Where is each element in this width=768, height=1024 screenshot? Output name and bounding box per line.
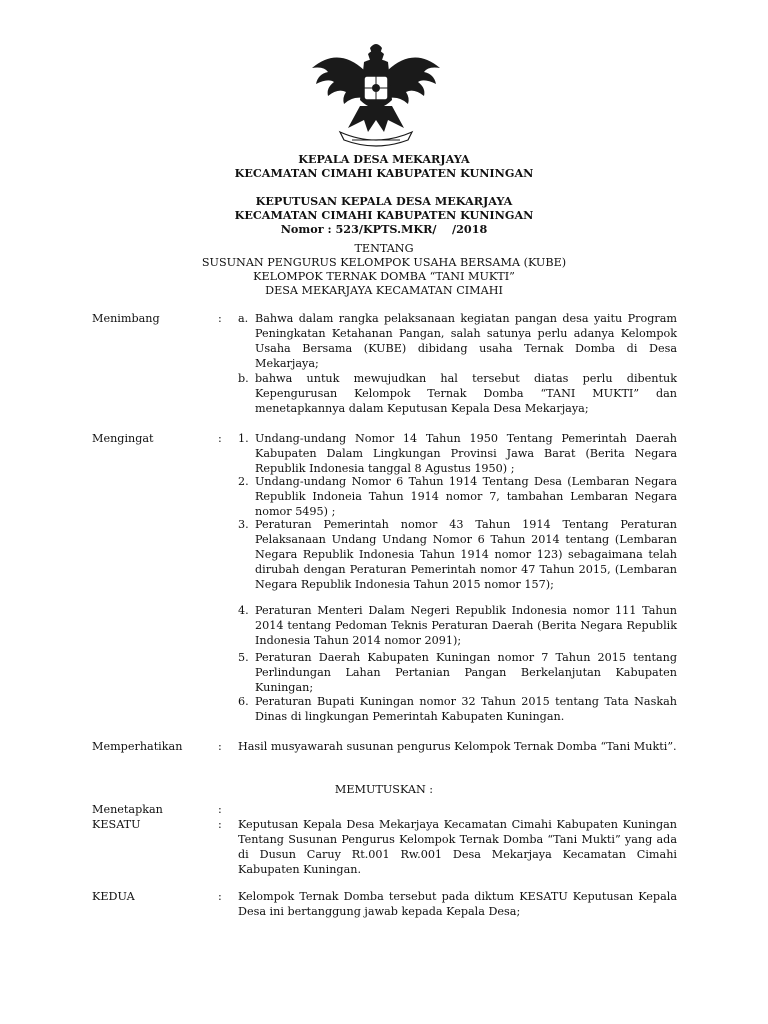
mengingat-item-text: Undang-undang Nomor 14 Tahun 1950 Tentang Pemerintah Daerah Kabupaten Dalam Lingkungan Provinsi Jawa Barat (Berita Negara Republik Indonesia tanggal 8 Agustus 1950) ; <box>255 432 677 475</box>
item-label: 4. <box>238 604 249 617</box>
decree-subtitle: KECAMATAN CIMAHI KABUPATEN KUNINGAN <box>234 208 534 222</box>
menimbang-item-text: bahwa untuk mewujudkan hal tersebut diatas perlu dibentuk Kepengurusan Kelompok Ternak Domba “TANI MUKTI” dan menetapkannya dalam Keputusan Kepala Desa Mekarjaya; <box>255 372 677 415</box>
item-label: b. <box>238 372 249 385</box>
mengingat-item-text: Peraturan Pemerintah nomor 43 Tahun 1914 Tentang Peraturan Pelaksanaan Undang Undang Nomor 6 Tahun 2014 tentang (Lembaran Negara Republik Indonesia Tahun 1914 nomor 123) sebagaimana telah dirubah dengan Peraturan Pemerintah nomor 47 Tahun 2015, (Lembaran Negara Republik Indonesia Tahun 2015 nomor 157); <box>255 518 677 591</box>
colon: : <box>218 740 222 753</box>
mengingat-item-text: Peraturan Bupati Kuningan nomor 32 Tahun 2015 tentang Tata Naskah Dinas di lingkungan Pemerintah Kabupaten Kuningan. <box>255 695 677 723</box>
section-kedua-heading: KEDUA <box>92 890 135 903</box>
section-menetapkan-heading: Menetapkan <box>92 803 163 816</box>
item-label: 3. <box>238 518 249 531</box>
item-label: 5. <box>238 651 249 664</box>
kedua-text: Kelompok Ternak Domba tersebut pada diktum KESATU Keputusan Kepala Desa ini bertanggung jawab kepada Kepala Desa; <box>238 890 677 918</box>
item-label: a. <box>238 312 249 325</box>
section-memperhatikan-heading: Memperhatikan <box>92 740 183 753</box>
mengingat-item-text: Undang-undang Nomor 6 Tahun 1914 Tentang Desa (Lembaran Negara Republik Indoneia Tahun 1914 nomor 7, tambahan Lembaran Negara nomor 5495) ; <box>255 475 677 518</box>
colon: : <box>218 312 222 325</box>
memutuskan-heading: MEMUTUSKAN : <box>334 783 434 796</box>
subject-line: DESA MEKARJAYA KECAMATAN CIMAHI <box>265 284 503 297</box>
subject-line: KELOMPOK TERNAK DOMBA “TANI MUKTI” <box>253 270 515 283</box>
item-label: 6. <box>238 695 249 708</box>
section-mengingat-heading: Mengingat <box>92 432 154 445</box>
colon: : <box>218 818 222 831</box>
colon: : <box>218 432 222 445</box>
mengingat-item-text: Peraturan Daerah Kabupaten Kuningan nomor 7 Tahun 2015 tentang Perlindungan Lahan Pertanian Pangan Berkelanjutan Kabupaten Kuningan; <box>255 651 677 694</box>
colon: : <box>218 890 222 903</box>
mengingat-item-text: Peraturan Menteri Dalam Negeri Republik Indonesia nomor 111 Tahun 2014 tentang Pedoman Teknis Peraturan Daerah (Berita Negara Republik Indonesia Tahun 2014 nomor 2091); <box>255 604 677 647</box>
section-kesatu-heading: KESATU <box>92 818 141 831</box>
item-label: 1. <box>238 432 249 445</box>
colon: : <box>218 803 222 816</box>
section-menimbang-heading: Menimbang <box>92 312 160 325</box>
issuer-title: KEPALA DESA MEKARJAYA <box>298 152 470 166</box>
memperhatikan-text: Hasil musyawarah susunan pengurus Kelompok Ternak Domba “Tani Mukti”. <box>238 740 677 753</box>
kesatu-text: Keputusan Kepala Desa Mekarjaya Kecamatan Cimahi Kabupaten Kuningan Tentang Susunan Pengurus Kelompok Ternak Domba “Tani Mukti” yang ada di Dusun Caruy Rt.001 Rw.001 Desa Mekarjaya Kecamatan Cimahi Kabupaten Kuningan. <box>238 818 677 876</box>
subject-tentang: TENTANG <box>354 242 414 255</box>
subject-line: SUSUNAN PENGURUS KELOMPOK USAHA BERSAMA (KUBE) <box>201 256 567 269</box>
menimbang-item-text: Bahwa dalam rangka pelaksanaan kegiatan pangan desa yaitu Program Peningkatan Ketahanan Pangan, salah satunya perlu adanya Kelompok Usaha Bersama (KUBE) dibidang usaha Ternak Domba di Desa Mekarjaya; <box>255 312 677 370</box>
decree-title: KEPUTUSAN KEPALA DESA MEKARJAYA <box>255 194 513 208</box>
decree-number: Nomor : 523/KPTS.MKR/ /2018 <box>280 222 488 236</box>
garuda-emblem-icon <box>308 40 444 148</box>
issuer-subtitle: KECAMATAN CIMAHI KABUPATEN KUNINGAN <box>234 166 534 180</box>
item-label: 2. <box>238 475 249 488</box>
